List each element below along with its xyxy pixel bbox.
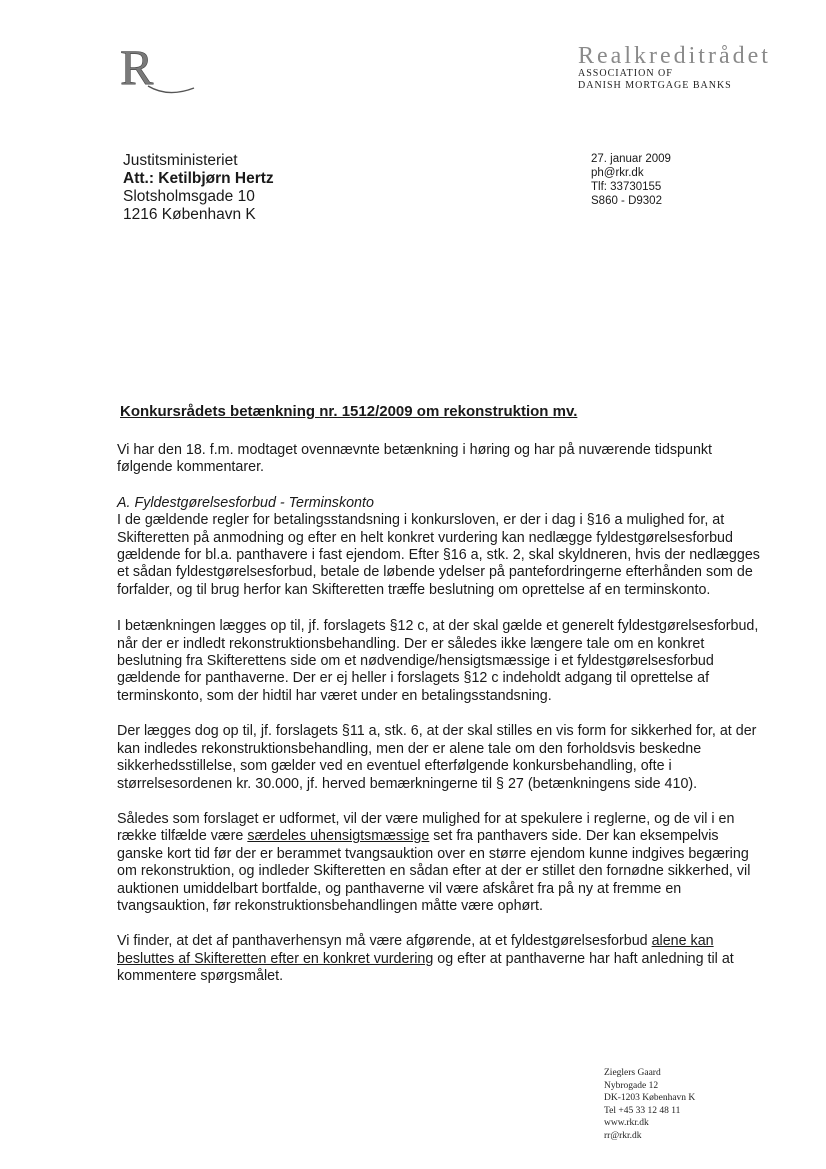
paragraph-intro: Vi har den 18. f.m. modtaget ovennævnte betænkning i høring og har på nuværende tidspunkt følgende kommentarer. (117, 442, 713, 476)
sender-phone: Tlf: 33730155 (591, 181, 662, 193)
sender-email: ph@rkr.dk (591, 167, 644, 179)
paragraph-proposal: I betænkningen lægges op til, jf. forslagets §12 c, at der skal gælde et generelt fyldestgørelsesforbud, når der er indledt rekonstruktionsbehandling. Der er således ikke længere tale om en konkret beslutning fra Skifterettens side om et nødvendige/hensigtsmæssige i et fyldestgørelsesforbud gældende for panthaverne. Der er ej heller i forslagets §12 c indeholdt adgang til oprettelse af terminskonto, som der hidtil har været under en betalingsstandsning. (117, 618, 759, 704)
underlined-phrase: alene kan besluttes af Skifteretten efter en konkret vurdering (117, 933, 714, 967)
letter-date: 27. januar 2009 (591, 153, 671, 165)
section-heading: A. Fyldestgørelsesforbud - Terminskonto (117, 494, 374, 511)
reference-number: S860 - D9302 (591, 195, 662, 207)
addressee-block (123, 152, 274, 224)
addressee-line: Justitsministeriet (123, 152, 238, 169)
logo-letter: R (120, 40, 154, 95)
paragraph-text: set fra panthavers side. Der kan eksempelvis ganske kort tid før der er berammet tvangsauktion over en større ejendom kunne indgives begæring om rekonstruktion, og indleder Skifteretten en sådan efter at der er stillet den fornødne sikkerhed, vil auktionen umiddelbart bortfalde, og panthaverne vil være afskåret fra på ny at fremme en tvangsauktion, før rekonstruktionsbehandlingen måtte være ophørt. (117, 828, 751, 914)
footer-line: Zieglers Gaard (604, 1068, 661, 1078)
paragraph-security: Der lægges dog op til, jf. forslagets §11 a, stk. 6, at der skal stilles en vis form for sikkerhed for, at der kan indledes rekonstruktionsbehandling, men der er alene tale om den forholdsvis beskedne sikkerhedsstillelse, som gælder ved en eventuel efterfølgende konkursbehandling, ofte i størrelsesordenen kr. 30.000, jf. herved bemærkningerne til § 27 (betænkningens side 410). (117, 723, 757, 792)
logo (118, 40, 198, 98)
addressee-attention: Att.: Ketilbjørn Hertz (123, 170, 274, 187)
footer-website: www.rkr.dk (604, 1118, 649, 1128)
paragraph-conclusion (117, 933, 765, 985)
paragraph-text: Vi finder, at det af panthaverhensyn må være afgørende, at et fyldestgørelsesforbud (117, 933, 652, 950)
letter-meta (591, 152, 671, 208)
footer-email: rr@rkr.dk (604, 1130, 642, 1141)
addressee-street: Slotsholmsgade 10 (123, 188, 255, 205)
footer-line: DK-1203 København K (604, 1093, 696, 1103)
org-subtitle-1: ASSOCIATION OF (578, 68, 673, 79)
org-name: Realkreditrådet (578, 43, 771, 69)
paragraph-text: Således som forslaget er udformet, vil der være mulighed for at spekulere i reglerne, og de vil i en række tilfælde være (117, 810, 735, 845)
footer-line: Tel +45 33 12 48 11 (604, 1105, 681, 1116)
addressee-city: 1216 København K (123, 206, 256, 223)
org-subtitle-2: DANISH MORTGAGE BANKS (578, 80, 732, 91)
letter-body (117, 442, 765, 1004)
paragraph-text: og efter at panthaverne har haft anledning til at kommentere spørgsmålet. (117, 950, 734, 985)
footer-address (604, 1067, 695, 1142)
organization-header (578, 44, 771, 92)
paragraph-section-a (117, 495, 765, 599)
paragraph-speculation (117, 811, 765, 915)
underlined-phrase: særdeles uhensigtsmæssige (247, 828, 430, 845)
letter-subject: Konkursrådets betænkning nr. 1512/2009 om rekonstruktion mv. (120, 403, 578, 420)
footer-line: Nybrogade 12 (604, 1080, 659, 1091)
paragraph-text: I de gældende regler for betalingsstandsning i konkursloven, er der i dag i §16 a mulighed for, at Skifteretten på anmodning og efter en helt konkret vurdering kan nedlægge fyldestgørelsesforbud gældende for bl.a. panthavere i fast ejendom. Efter §16 a, stk. 2, skal skyldneren, hvis der nedlægges et sådan fyldestgørelsesforbud, betale de løbende ydelser på pantefordringerne efterhånden som de forfalder, og til brug herfor kan Skifteretten træffe beslutning om oprettelse af en terminskonto. (117, 512, 760, 598)
